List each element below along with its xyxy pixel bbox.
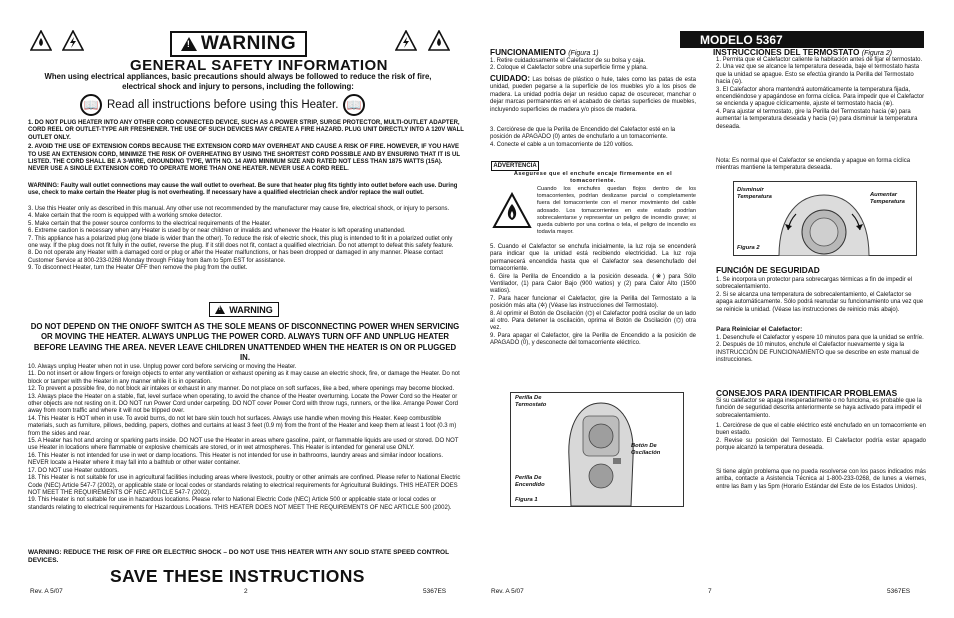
list-item: 9. Para apagar el Calefactor, gire la Perilla de Encendido a la posición de APAGADO (0), y desconecte del tomacorriente eléctrico.: [490, 332, 696, 347]
troubleshooting-intro: Si su calefactor se apaga inesperadamente o no funciona, es probable que la función de seguridad descrita anteriormente se haya activado para impedir el sobrecalentamiento.: [716, 398, 922, 419]
list-item: 1. DO NOT PLUG HEATER INTO ANY OTHER CORD CONNECTED DEVICE, SUCH AS A POWER STRIP, SURGE PROTECTOR, MULTI-OUTLET ADAPTER, CORD REEL OR OUTLET-TYPE AIR FRESHENER. THE USE OF SUCH DEVICES MAY CREATE A FIRE HAZARD. PLUG UNIT DIRECTLY INTO A 120V WALL OUTLET ONLY.: [28, 120, 464, 141]
fig2-aumentar-label: Aumentar Temperatura: [870, 192, 905, 205]
operation-items-3: [490, 244, 696, 348]
save-instructions-title: SAVE THESE INSTRUCTIONS: [110, 566, 365, 586]
list-item: 17. DO NOT use Heater outdoors.: [28, 467, 119, 474]
items-c: [28, 364, 464, 512]
list-item: 2. Coloque el Calefactor sobre una superficie firme y plana.: [490, 65, 648, 72]
list-item: 1. Cerciórese de que el cable eléctrico esté enchufado en un tomacorriente en buen estado.: [716, 423, 926, 437]
read-all-notice: 📖 Read all instructions before using this Heater. 📖: [80, 95, 410, 115]
footer-code: 5367ES: [423, 588, 447, 595]
model-banner: MODELO 5367: [680, 31, 924, 48]
list-item: 2. Revise su posición del Termostato. El Calefactor podría estar apagado porque alcanzó la temperatura deseada.: [716, 437, 926, 452]
list-item: 3. El Calefactor ahora mantendrá automáticamente la temperatura fijada, encendiéndose y apagándose en forma cíclica. Para impedir que el Calefactor se encienda y apague cíclicamente, ajuste el termostato hacia (⊕).: [716, 86, 925, 108]
figure-1: [510, 392, 684, 507]
list-item: 2. Después de 10 minutos, enchufe el Calefactor nuevamente y siga la INSTRUCCIÓN DE FUNCIONAMIENTO que se describe en este manual de instrucciones.: [716, 342, 919, 364]
small-warning-banner: ! WARNING: [209, 302, 279, 317]
list-item: 5. Make certain that the power source conforms to the electrical requirements of the Heater.: [28, 220, 272, 227]
warning-triangle-icon: [181, 37, 197, 51]
right-footer-page-number: 7: [708, 588, 712, 595]
list-item: 9. To disconnect Heater, turn the Heater OFF then remove the plug from the outlet.: [28, 265, 248, 272]
fig2-disminuir-label: Disminuir Temperatura: [737, 187, 772, 200]
warning-banner: ! WARNING: [170, 31, 307, 57]
reset-items: [716, 335, 926, 365]
list-item: 4. Conecte el cable a un tomacorriente de 120 voltios.: [490, 141, 634, 148]
figure-2: [733, 181, 917, 256]
operation-items: [490, 58, 696, 73]
thermostat-note: Nota: Es normal que el Calefactor se encienda y apague en forma cíclica mientras mantiene la temperatura deseada.: [716, 158, 911, 172]
advertencia-paragraph: Cuando los enchufes quedan flojos dentro de los tomacorrientes, podrían deslizarse parcial o completamente fuera del tomacorriente con el menor movimiento del cable adosado. Los tomacorrientes en este estado podrían sobrecalentarse y representar un peligro de incendio grave; si queda cubierto por una cortina o tela, el peligro de incendio es todavía mayor.: [537, 186, 696, 236]
list-item: 5. Cuando el Calefactor se enchufa inicialmente, la luz roja se encenderá para indicar que la unidad está recibiendo electricidad. La luz roja permanecerá encendida hasta que el Calefactor sea desenchufado del tomacorriente.: [490, 244, 696, 273]
shock-hazard-icon-right: [395, 30, 417, 52]
list-item: 8. Al oprimir el Botón de Oscilación (⌬) el Calefactor podrá oscilar de un lado al otro. Para detener la oscilación, oprima el Botón de Oscilación (⌬) otra vez.: [490, 310, 696, 332]
list-item: 3. Cerciórese de que la Perilla de Encendido del Calefactor esté en la posición de APAGADO (0) antes de enchufarlo a un tomacorriente.: [490, 127, 676, 141]
fire-hazard-icon-right: [428, 30, 450, 52]
caution-paragraph: CUIDADO: Las bolsas de plástico o hule, tales como las patas de esta unidad, pueden pegarse a la superficie de los muebles y/o a los pisos de madera. La unidad podría dejar un residuo capaz de oscurecer, manchar o dejar marcas permanentes en el acabado de ciertas superficies de muebles, incluyendo superficies de madera y/o pisos de madera.: [490, 74, 696, 113]
heater-illustration: [561, 398, 641, 508]
list-item: 2. AVOID THE USE OF EXTENSION CORDS BECAUSE THE EXTENSION CORD MAY OVERHEAT AND CAUSE A RISK OF FIRE. HOWEVER, IF YOU HAVE TO USE AN EXTENSION CORD, MINIMIZE THE RISK OF OVERHEATING BY USING THE SHORTEST CORD POSSIBLE AND BY ENSURING THAT IT IS UL LISTED. THE CORD SHALL BE A 3-WIRE, GROUNDING TYPE, WITH NO. 14 AWG MINIMUM SIZE AND RATED NOT LESS THAN 1875 WATTS (15A). NEVER USE A SINGLE EXTENSION CORD TO OPERATE MORE THAN ONE HEATER. NEVER USE A CORD REEL.: [28, 144, 460, 173]
final-warning: WARNING: REDUCE THE RISK OF FIRE OR ELECTRIC SHOCK – DO NOT USE THIS HEATER WITH ANY SOLID STATE SPEED CONTROL DEVICES.: [28, 549, 449, 564]
fire-hazard-icon: [30, 30, 52, 52]
safety-function-items: [716, 277, 926, 314]
list-item: 14. This Heater is HOT when in use. To avoid burns, do not let bare skin touch hot surfaces. Always use handle when moving this Heater. Keep combustible materials, such as furniture, pillows, bedding, papers, clothes and curtains at least 3 feet (0.9 m) from the front of the Heater and keep them at least 1 foot (0.3 m) from the sides and rear.: [28, 415, 457, 437]
advertencia-banner: ADVERTENCIA: [491, 161, 539, 171]
footer-page-number: 2: [244, 588, 248, 595]
list-item: 7. This appliance has a polarized plug (one blade is wider than the other). To reduce the risk of electric shock, this plug is intended to fit in a polarized outlet only one way. If the plug does not fit fully in the outlet, reverse the plug. If it still does not fit, contact a qualified electrician. Do not attempt to defeat this safety feature.: [28, 235, 454, 250]
list-item: 4. Para ajustar el termostato, gire la Perilla del Termostato hacia (⊕) para aumentar la temperatura deseada y hacia (⊖) para disminuir la temperatura deseada.: [716, 108, 918, 130]
list-item: 10. Always unplug Heater when not in use. Unplug power cord before servicing or moving the Heater.: [28, 364, 297, 370]
list-item: 6. Extreme caution is necessary when any Heater is used by or near children or invalids and whenever the Heater is left operating unattended.: [28, 228, 406, 235]
list-item: 19. This Heater is not suitable for use in hazardous locations. Please refer to National Electric Code (NEC) Article 500 or applicable state or local codes or standards relating to electrical requirements for Hazardous Locations. THIS HEATER DOES NOT MEET THE REQUIREMENTS OF NEC ARTICLE 500 (2002).: [28, 497, 452, 511]
list-item: 12. To prevent a possible fire, do not block air intakes or exhaust in any manner. Do not place on soft surfaces, like a bed, where openings may become blocked.: [28, 386, 455, 393]
operation-items-2: [490, 127, 696, 149]
list-item: 15. A Heater has hot and arcing or sparking parts inside. DO NOT use the Heater in areas where gasoline, paint, or flammable liquids are used or stored. DO NOT use Heater in locations where flammable or explosive chemicals are stored, or in wet atmospheres. This Heater is intended for general use ONLY.: [28, 438, 459, 452]
advertencia-text: Asegurese que el enchufe encaje firmemente en el tomacorriente.: [513, 171, 673, 184]
thermostat-items: [716, 57, 926, 131]
list-item: 11. Do not insert or allow fingers or foreign objects to enter any ventilation or exhaust opening as it may cause an electric shock, fire, or damage the Heater. Do not block or tamper with the Heater in any manner while it is in operation.: [28, 371, 460, 385]
fig1-termostato-label: Perilla De Termostato: [515, 395, 547, 408]
right-footer-rev: Rev. A 5/07: [491, 588, 524, 595]
troubleshooting-title: CONSEJOS PARA IDENTIFICAR PROBLEMAS: [716, 388, 898, 398]
fig1-caption: Figura 1: [515, 497, 538, 503]
shock-hazard-icon: [62, 30, 84, 52]
reset-title: Para Reiniciar el Calefactor:: [716, 326, 803, 333]
fig2-caption: Figura 2: [737, 245, 760, 251]
read-manual-icon: 📖: [80, 94, 102, 116]
read-manual-icon-right: 📖: [343, 94, 365, 116]
items-b: [28, 206, 464, 273]
list-item: 4. Make certain that the room is equipped with a working smoke detector.: [28, 213, 223, 220]
right-footer-code: 5367ES: [887, 588, 911, 595]
list-item: 1. Desenchufe el Calefactor y espere 10 minutos para que la unidad se enfríe.: [716, 335, 924, 341]
troubleshooting-contact: Si tiene algún problema que no pueda resolverse con los pasos indicados más arriba, contacte a Asistencia Técnica al 1-800-233-0268, de lunes a viernes, entre las 8am y las 5pm (Horario Estándar del Este de los Estados Unidos).: [716, 469, 926, 490]
outlet-warning: WARNING: Faulty wall outlet connections may cause the wall outlet to overheat. Be sure that heater plug fits tightly into outlet before each use. During use, check to make certain the Heater plug is not overheating. If necessary have a qualified electrician check and/or replace the wall outlet.: [28, 183, 458, 197]
fig1-encendido-label: Perilla De Encendido: [515, 475, 545, 488]
operation-title: FUNCIONAMIENTO (Figura 1): [490, 47, 599, 57]
list-item: 1. Permita que el Calefactor caliente la habitación antes de fijar el termostato.: [716, 57, 923, 63]
troubleshooting-items: [716, 423, 926, 453]
safety-function-title: FUNCIÓN DE SEGURIDAD: [716, 265, 820, 275]
list-item: 2. Si se alcanza una temperatura de sobrecalentamiento, el Calefactor se apaga automáticamente. Sólo podrá reanudar su funcionamiento una vez que se reinicie la unidad. (Véase las instrucciones de reinicio más abajo).: [716, 291, 924, 313]
list-item: 18. This Heater is not suitable for use in agricultural facilities including areas where livestock, poultry or other animals are confined. Please refer to National Electric Code (NEC) Article 547-7 (2002), or applicable state or local codes or standards relating to electrical requirements for Agricultural Buildings. THIS HEATER DOES NOT MEET THE REQUIREMENTS OF NEC ARTICLE 547-7 (2002).: [28, 475, 461, 496]
list-item: 1. Se incorpora un protector para sobrecargas térmicas a fin de impedir el sobrecalentamiento.: [716, 277, 913, 291]
list-item: 3. Use this Heater only as described in this manual. Any other use not recommended by the manufacturer may cause fire, electrical shock, or injury to persons.: [28, 206, 450, 212]
warning-triangle-icon: [215, 305, 225, 314]
safety-title: GENERAL SAFETY INFORMATION: [130, 57, 389, 74]
unplug-warning-block: DO NOT DEPEND ON THE ON/OFF SWITCH AS THE SOLE MEANS OF DISCONNECTING POWER WHEN SERVICING OR MOVING THE HEATER. ALWAYS UNPLUG THE POWER CORD. ALWAYS TURN OFF AND UNPLUG HEATER BEFORE LEAVING THE AREA. NEVER LEAVE CHILDREN UNATTENDED WHEN THE HEATER IS ON OR PLUGGED IN.: [30, 322, 460, 362]
safety-subtitle: When using electrical appliances, basic precautions should always be followed to reduce the risk of fire, electrical shock and injury to persons, including the following:: [44, 72, 432, 91]
footer-rev: Rev. A 5/07: [30, 588, 63, 595]
list-item: 13. Always place the Heater on a stable, flat, level surface when operating, to avoid the chance of the Heater overturning. Locate the Power Cord so the Heater or other objects are not resting on it. DO NOT run Power Cord under carpeting. DO NOT cover Power Cord with throw rugs, runners, or the like. Arrange Power Cord away from room traffic and where it will not be tripped over.: [28, 393, 458, 415]
list-item: 6. Gire la Perilla de Encendido a la posición deseada. (❀) para Sólo Ventilador, (1) para Calor Bajo (900 watios) y (2) para Calor Alto (1500 watios).: [490, 273, 696, 295]
fig1-oscilacion-label: Botón De Oscilación: [631, 443, 661, 456]
list-item: 2. Una vez que se alcance la temperatura deseada, baje el termostato hasta que la unidad se apague. Esto se efectúa girando la Perilla del Termostato hacia (⊖).: [716, 64, 920, 86]
fire-warning-icon: [492, 192, 532, 230]
items-a: [28, 120, 464, 174]
thermostat-dial-illustration: [774, 190, 874, 256]
list-item: 8. Do not operate any Heater with a damaged cord or plug or after the Heater malfunctions, or has been dropped or damaged in any manner. Please contact Customer Service at 800-233-0268 Monday through Friday from 8am to 5pm EST for assistance.: [28, 250, 443, 264]
thermostat-title: INSTRUCCIONES DEL TERMOSTATO (Figura 2): [713, 47, 893, 57]
list-item: 16. This Heater is not intended for use in wet or damp locations. This Heater is not intended for use in bathrooms, laundry areas and similar indoor locations. NEVER locate a Heater where it may fall into a bathtub or other water container.: [28, 452, 444, 467]
list-item: 7. Para hacer funcionar el Calefactor, gire la Perilla del Termostato a la posición más alta (✲) (Véase las instrucciones del Termostato).: [490, 295, 696, 310]
list-item: 1. Retire cuidadosamente el Calefactor de su bolsa y caja.: [490, 58, 646, 64]
